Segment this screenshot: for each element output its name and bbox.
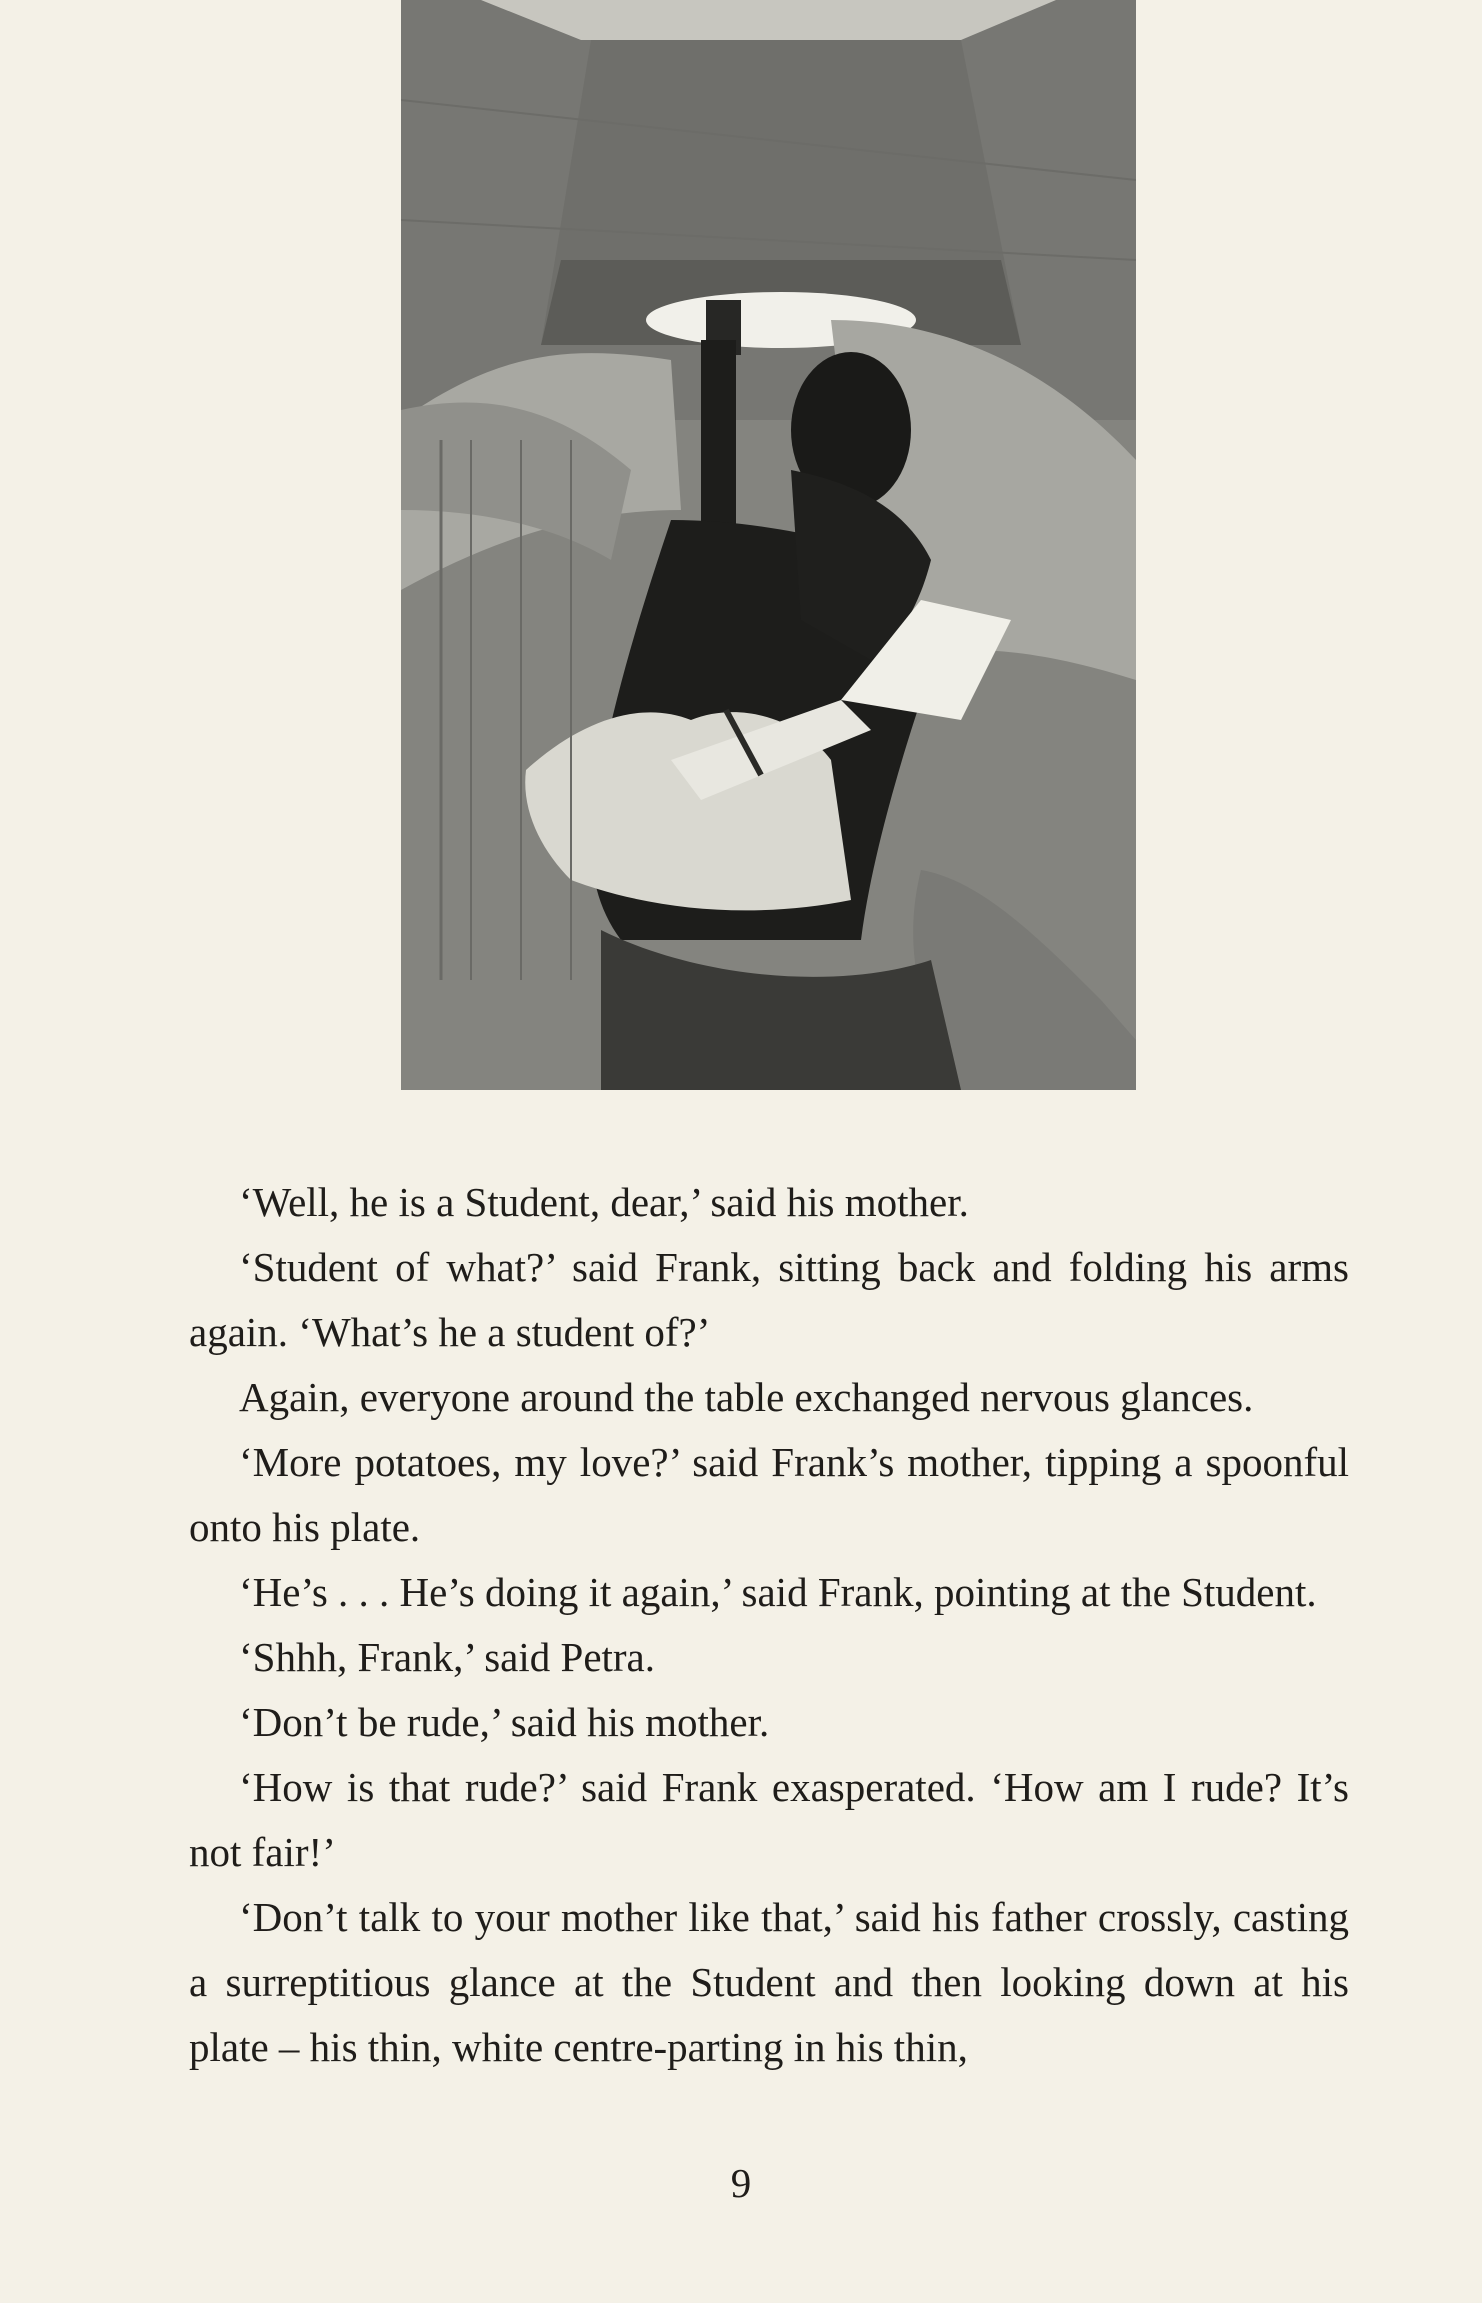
page-number: 9 (730, 2160, 752, 2206)
paragraph: ‘Student of what?’ said Frank, sitting back and folding his arms again. ‘What’s he a student of?’ (189, 1244, 1349, 1355)
paragraph: ‘More potatoes, my love?’ said Frank’s mother, tipping a spoonful onto his plate. (189, 1439, 1349, 1550)
paragraph: ‘Shhh, Frank,’ said Petra. (239, 1634, 656, 1680)
paragraph: ‘Well, he is a Student, dear,’ said his mother. (239, 1179, 969, 1225)
illustration (401, 0, 1136, 1090)
paragraph: Again, everyone around the table exchanged nervous glances. (239, 1374, 1254, 1420)
illustration-image (401, 0, 1136, 1090)
paragraph: ‘He’s . . . He’s doing it again,’ said Frank, pointing at the Student. (239, 1569, 1317, 1615)
paragraph: ‘Don’t be rude,’ said his mother. (239, 1699, 770, 1745)
paragraph: ‘Don’t talk to your mother like that,’ said his father crossly, casting a surreptitious glance at the Student and then looking down at his plate – his thin, white centre-parting in his thin, (189, 1894, 1349, 2070)
paragraph: ‘How is that rude?’ said Frank exasperated. ‘How am I rude? It’s not fair!’ (189, 1764, 1349, 1875)
body-text (189, 1170, 1349, 2080)
